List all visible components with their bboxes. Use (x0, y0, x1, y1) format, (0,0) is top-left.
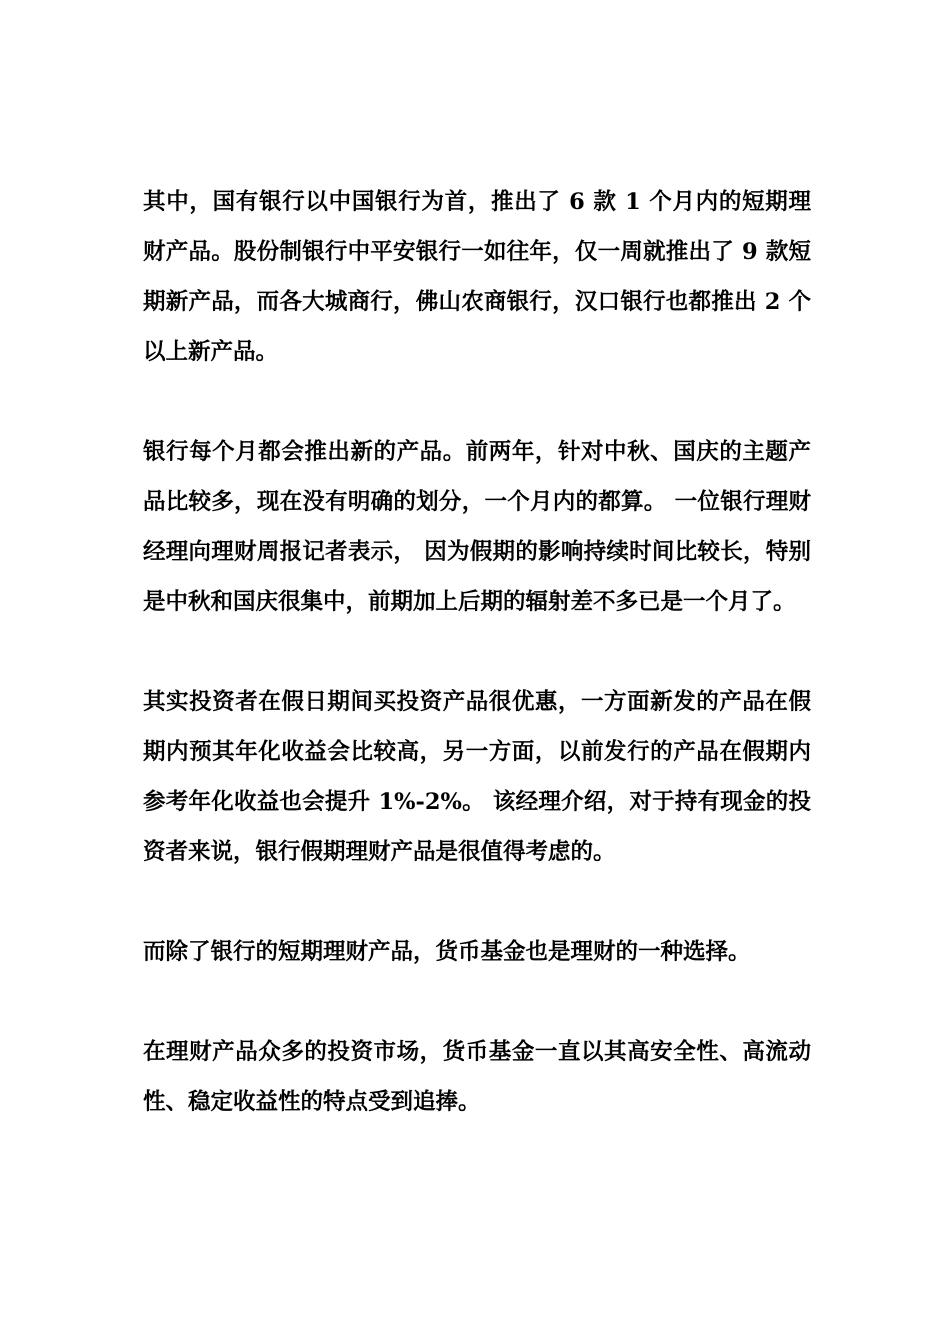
paragraph-spacer (143, 627, 811, 677)
paragraph-2: 银行每个月都会推出新的产品。前两年，针对中秋、国庆的主题产品比较多，现在没有明确的划分，一个月内的都算。 一位银行理财经理向理财周报记者表示， 因为假期的影响持续时间比较长，特别是中秋和国庆很集中，前期加上后期的辐射差不多已是一个月了。 (143, 439, 811, 615)
paragraph-4: 而除了银行的短期理财产品，货币基金也是理财的一种选择。 (143, 939, 751, 965)
paragraph-5: 在理财产品众多的投资市场，货币基金一直以其高安全性、高流动性、稳定收益性的特点受到追捧。 (143, 1039, 811, 1115)
paragraph-spacer (143, 377, 811, 427)
paragraph-spacer (143, 977, 811, 1027)
paragraph-3: 其实投资者在假日期间买投资产品很优惠，一方面新发的产品在假期内预其年化收益会比较高，另一方面，以前发行的产品在假期内参考年化收益也会提升 1%-2%。 该经理介绍，对于持有现金的投资者来说，银行假期理财产品是很值得考虑的。 (143, 689, 811, 865)
document-body (143, 177, 811, 1127)
paragraph-spacer (143, 877, 811, 927)
paragraph-1: 其中，国有银行以中国银行为首，推出了 6 款 1 个月内的短期理财产品。股份制银行中平安银行一如往年，仅一周就推出了 9 款短期新产品，而各大城商行，佛山农商银行，汉口银行也都推出 2 个以上新产品。 (143, 189, 811, 365)
